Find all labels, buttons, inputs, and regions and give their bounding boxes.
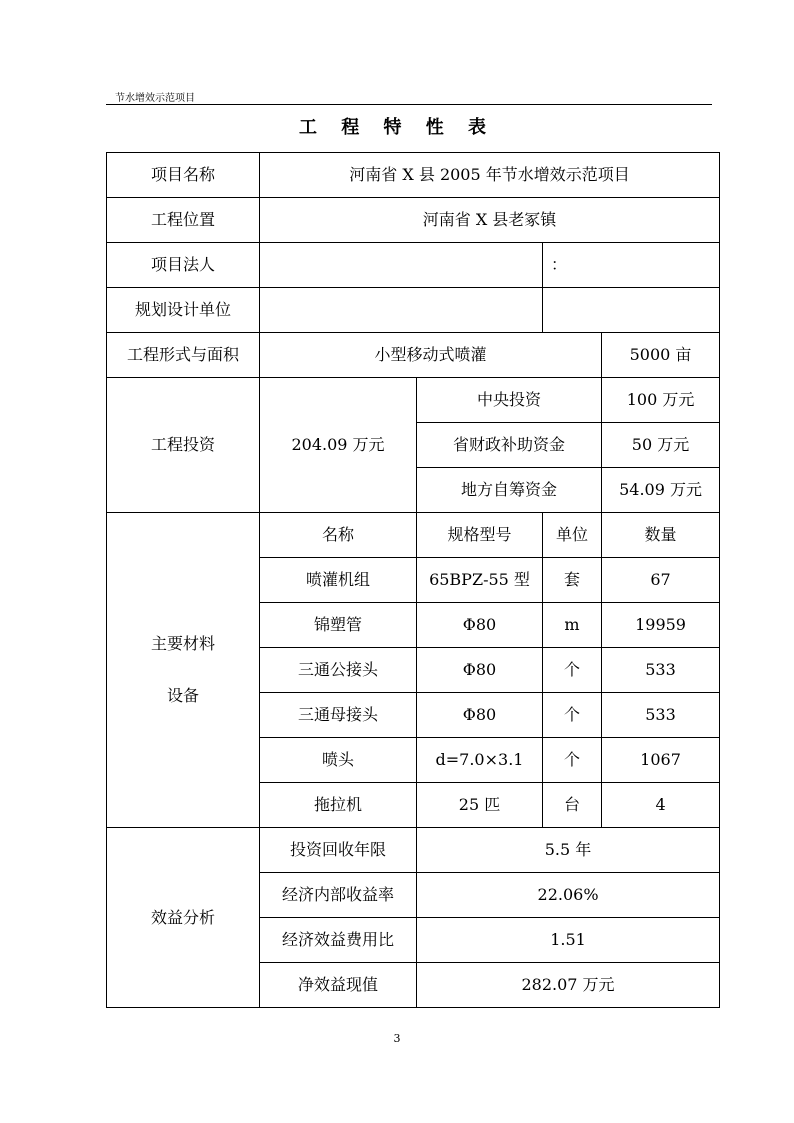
material-qty: 4 xyxy=(602,783,720,828)
table-row xyxy=(107,198,720,243)
material-qty: 67 xyxy=(602,558,720,603)
material-name: 拖拉机 xyxy=(260,783,417,828)
location-value: 河南省 X 县老冢镇 xyxy=(260,198,720,243)
header-rule xyxy=(106,104,712,105)
material-unit: 个 xyxy=(543,693,602,738)
location-label: 工程位置 xyxy=(107,198,260,243)
materials-header-unit: 单位 xyxy=(543,513,602,558)
table-row xyxy=(107,153,720,198)
material-unit: 套 xyxy=(543,558,602,603)
design-unit-value xyxy=(260,288,543,333)
material-unit: 个 xyxy=(543,738,602,783)
material-unit: 台 xyxy=(543,783,602,828)
materials-label xyxy=(107,513,260,828)
material-name: 喷灌机组 xyxy=(260,558,417,603)
table-row xyxy=(107,378,720,423)
project-name-value: 河南省 X 县 2005 年节水增效示范项目 xyxy=(260,153,720,198)
table-row xyxy=(107,513,720,558)
spec-table xyxy=(106,152,720,1008)
benefit-item-value: 5.5 年 xyxy=(417,828,720,873)
material-name: 三通母接头 xyxy=(260,693,417,738)
design-unit-label: 规划设计单位 xyxy=(107,288,260,333)
form-area-value: 小型移动式喷灌 xyxy=(260,333,602,378)
design-unit-extra xyxy=(543,288,720,333)
material-name: 锦塑管 xyxy=(260,603,417,648)
investment-item-amount: 50 万元 xyxy=(602,423,720,468)
material-name: 喷头 xyxy=(260,738,417,783)
investment-item-name: 地方自筹资金 xyxy=(417,468,602,513)
materials-label-line1: 主要材料 xyxy=(150,634,215,653)
investment-item-name: 省财政补助资金 xyxy=(417,423,602,468)
material-name: 三通公接头 xyxy=(260,648,417,693)
page-title: 工 程 特 性 表 xyxy=(298,117,496,138)
table-row xyxy=(107,243,720,288)
material-qty: 533 xyxy=(602,648,720,693)
project-name-label: 项目名称 xyxy=(107,153,260,198)
investment-item-name: 中央投资 xyxy=(417,378,602,423)
investment-label: 工程投资 xyxy=(107,378,260,513)
form-area-area: 5000 亩 xyxy=(602,333,720,378)
benefit-item-value: 282.07 万元 xyxy=(417,963,720,1008)
benefit-label: 效益分析 xyxy=(107,828,260,1008)
material-spec: d=7.0×3.1 xyxy=(417,738,543,783)
investment-item-amount: 54.09 万元 xyxy=(602,468,720,513)
materials-header-spec: 规格型号 xyxy=(417,513,543,558)
benefit-item-value: 1.51 xyxy=(417,918,720,963)
materials-label-line2: 设备 xyxy=(166,686,199,705)
material-qty: 1067 xyxy=(602,738,720,783)
benefit-item-value: 22.06% xyxy=(417,873,720,918)
page-number: 3 xyxy=(393,1032,401,1045)
legal-person-extra: ： xyxy=(543,243,720,288)
legal-person-value xyxy=(260,243,543,288)
benefit-item-name: 净效益现值 xyxy=(260,963,417,1008)
material-spec: 65BPZ-55 型 xyxy=(417,558,543,603)
material-spec: Φ80 xyxy=(417,648,543,693)
table-row xyxy=(107,288,720,333)
materials-header-qty: 数量 xyxy=(602,513,720,558)
table-row xyxy=(107,828,720,873)
materials-header-name: 名称 xyxy=(260,513,417,558)
material-spec: Φ80 xyxy=(417,603,543,648)
benefit-item-name: 投资回收年限 xyxy=(260,828,417,873)
material-qty: 533 xyxy=(602,693,720,738)
form-area-label: 工程形式与面积 xyxy=(107,333,260,378)
material-spec: 25 匹 xyxy=(417,783,543,828)
investment-total: 204.09 万元 xyxy=(260,378,417,513)
legal-person-label: 项目法人 xyxy=(107,243,260,288)
investment-item-amount: 100 万元 xyxy=(602,378,720,423)
table-row xyxy=(107,333,720,378)
material-unit: 个 xyxy=(543,648,602,693)
material-qty: 19959 xyxy=(602,603,720,648)
benefit-item-name: 经济内部收益率 xyxy=(260,873,417,918)
material-spec: Φ80 xyxy=(417,693,543,738)
material-unit: m xyxy=(543,603,602,648)
benefit-item-name: 经济效益费用比 xyxy=(260,918,417,963)
running-header: 节水增效示范项目 xyxy=(115,93,195,104)
